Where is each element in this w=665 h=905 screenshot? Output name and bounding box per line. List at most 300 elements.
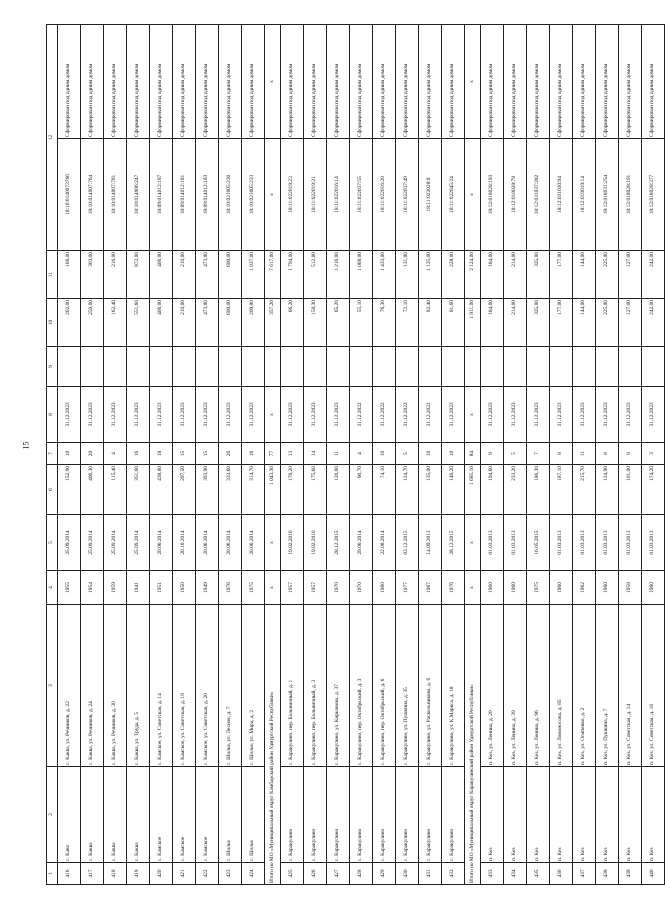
table-cell: 18: [150, 443, 173, 465]
table-cell: 18:11:022019:21: [304, 139, 327, 251]
table-cell: 31.12.2023: [596, 387, 619, 443]
table-cell: 9: [619, 443, 642, 465]
table-cell: [596, 347, 619, 387]
table-cell: 1 037,00: [242, 251, 265, 299]
table-cell: 420: [150, 863, 173, 885]
table-cell: 1960: [373, 571, 396, 605]
table-cell: 01.03.2013: [642, 515, 665, 571]
table-cell: 152,90: [58, 465, 81, 515]
table-cell: Сформирован под одним домом: [642, 24, 665, 138]
table-cell: 422: [196, 863, 219, 885]
table-cell: 417: [81, 863, 104, 885]
table-cell: 187,10: [550, 465, 573, 515]
table-cell: 26: [219, 443, 242, 465]
table-cell: с. Камское: [150, 767, 173, 863]
table-cell: 214,00: [504, 299, 527, 347]
table-cell: 1949: [196, 571, 219, 605]
table-cell: 4: [350, 443, 373, 465]
table-cell: 428: [350, 863, 373, 885]
table-cell: 259,00: [81, 299, 104, 347]
table-cell: с. Шолья: [242, 767, 265, 863]
table-cell: 1 794,00: [281, 251, 304, 299]
table-cell: [481, 347, 504, 387]
table-cell: 19.02.2010: [304, 515, 327, 571]
table-cell: 31.12.2023: [327, 387, 350, 443]
table-cell: 186,30: [527, 465, 550, 515]
table-cell: 215,70: [573, 465, 596, 515]
table-cell: Сформирован под одним домом: [327, 24, 350, 138]
table-cell: 31.12.2023: [573, 387, 596, 443]
table-cell: [442, 347, 465, 387]
table-cell: [642, 347, 665, 387]
table-cell: с. Каква, ул. Речников, д. 24: [81, 605, 104, 767]
table-cell: 20.06.2014: [219, 515, 242, 571]
table-cell: 184,00: [481, 251, 504, 299]
table-row: [573, 24, 596, 884]
table-cell: п. Кез: [550, 767, 573, 863]
table-cell: Сформирован под одним домом: [304, 24, 327, 138]
table-row: [58, 24, 81, 884]
subtotal-cell: [265, 347, 281, 387]
table-cell: 01.03.2013: [504, 515, 527, 571]
table-cell: 20.10.2014: [173, 515, 196, 571]
table-row: [419, 24, 442, 884]
table-cell: 1 216,00: [327, 251, 350, 299]
col-header: 1: [47, 863, 58, 885]
table-cell: 65,20: [327, 299, 350, 347]
table-cell: с. Каква: [104, 767, 127, 863]
table-cell: с. Каракулино, пер. Октябрьский, д. 6: [373, 605, 396, 767]
table-cell: 20.06.2014: [196, 515, 219, 571]
table-cell: 31.12.2023: [173, 387, 196, 443]
table-cell: 314,70: [242, 465, 265, 515]
table-cell: Сформирован под одним домом: [419, 24, 442, 138]
table-cell: 31.12.2023: [219, 387, 242, 443]
table-cell: 1 433,00: [373, 251, 396, 299]
table-cell: 1958: [619, 571, 642, 605]
table-cell: 14.09.2013: [419, 515, 442, 571]
table-cell: 18:11:022028:9: [419, 139, 442, 251]
table-cell: 600,00: [219, 251, 242, 299]
table-cell: 431: [419, 863, 442, 885]
table-cell: с. Кава: [58, 767, 81, 863]
table-cell: 393,90: [196, 465, 219, 515]
subtotal-cell: 2 124,00: [465, 251, 481, 299]
table-cell: 9: [481, 443, 504, 465]
table-cell: 18:11:022045:24: [442, 139, 465, 251]
table-cell: 31.12.2023: [242, 387, 265, 443]
table-cell: [350, 347, 373, 387]
table-cell: 1951: [150, 571, 173, 605]
table-cell: 210,00: [173, 251, 196, 299]
table-cell: с. Каракулино: [327, 767, 350, 863]
table-cell: 03.12.2015: [396, 515, 419, 571]
table-cell: 430: [396, 863, 419, 885]
subtotal-cell: Итого по МО «Муниципальный округ Каракулинский район Удмуртской Республики»: [465, 605, 481, 885]
table-cell: п. Кез, ул. Осипенко, д. 2: [573, 605, 596, 767]
table-cell: 473,00: [196, 251, 219, 299]
col-header: 9: [47, 347, 58, 387]
table-cell: 225,00: [596, 299, 619, 347]
table-cell: 20: [81, 443, 104, 465]
table-cell: 419: [127, 863, 150, 885]
table-cell: п. Кез: [504, 767, 527, 863]
table-cell: 1962: [573, 571, 596, 605]
table-cell: п. Кез, ул. Советская, д. 14: [619, 605, 642, 767]
subtotal-cell: х: [265, 515, 281, 571]
table-cell: 7: [527, 443, 550, 465]
table-cell: с. Камское: [173, 767, 196, 863]
table-cell: 72,10: [396, 299, 419, 347]
subtotal-cell: х: [265, 139, 281, 251]
table-cell: 406,00: [150, 299, 173, 347]
table-cell: 242,00: [642, 299, 665, 347]
table-cell: с. Каракулино, ул. Раскольникова, д. 6: [419, 605, 442, 767]
subtotal-cell: х: [265, 571, 281, 605]
table-cell: 20.06.2014: [150, 515, 173, 571]
table-cell: [373, 347, 396, 387]
table-cell: 242,00: [642, 251, 665, 299]
table-cell: п. Кез, ул. Ленина, д. 39: [504, 605, 527, 767]
table-cell: 115,40: [104, 465, 127, 515]
table-cell: 31.12.2023: [619, 387, 642, 443]
table-cell: 120,00: [327, 465, 350, 515]
col-header: 5: [47, 515, 58, 571]
table-cell: 18:12:031037:282: [527, 139, 550, 251]
table-cell: с. Каракулино, ул. Пушкина, д. 35: [396, 605, 419, 767]
table-cell: 10: [58, 443, 81, 465]
table-cell: Сформирован под одним домом: [81, 24, 104, 138]
table-cell: 18:12:031030:94: [550, 139, 573, 251]
table-cell: 131,00: [396, 251, 419, 299]
table-cell: Сформирован под одним домом: [58, 24, 81, 138]
table-cell: 31.12.2023: [58, 387, 81, 443]
subtotal-cell: 1 685,10: [465, 465, 481, 515]
table-cell: с. Каква, ул. Речников, д. 30: [104, 605, 127, 767]
col-header: 8: [47, 387, 58, 443]
table-cell: 31.12.2023: [104, 387, 127, 443]
table-cell: 31.12.2022: [419, 387, 442, 443]
table-row: [281, 24, 304, 884]
subtotal-cell: х: [265, 24, 281, 138]
table-cell: с. Каракулино, пер. Больничный, д. 3: [304, 605, 327, 767]
table-cell: 1970: [327, 571, 350, 605]
table-cell: 5: [396, 443, 419, 465]
table-cell: 16.05.2015: [527, 515, 550, 571]
table-cell: п. Кез, ул. Ленина, д. 96: [527, 605, 550, 767]
table-cell: 1975: [242, 571, 265, 605]
table-cell: 18:12:018028:193: [481, 139, 504, 251]
table-cell: 1957: [304, 571, 327, 605]
table-cell: 1 135,00: [419, 251, 442, 299]
table-cell: с. Каракулино: [419, 767, 442, 863]
table-cell: [304, 347, 327, 387]
table-cell: Сформирован под одним домом: [104, 24, 127, 138]
table-cell: с. Камское, ул. Советская, д. 20: [196, 605, 219, 767]
table-cell: 1960: [642, 571, 665, 605]
table-cell: 15: [196, 443, 219, 465]
table-row: [504, 24, 527, 884]
table-cell: 16: [127, 443, 150, 465]
table-cell: Сформирован под одним домом: [481, 24, 504, 138]
table-cell: 177,00: [550, 299, 573, 347]
table-cell: 18:11:022016:14: [327, 139, 350, 251]
table-cell: с. Камское: [196, 767, 219, 863]
subtotal-cell: х: [465, 571, 481, 605]
housing-register-table: [46, 24, 665, 885]
table-cell: 1960: [504, 571, 527, 605]
table-cell: 18:10:021005:233: [242, 139, 265, 251]
table-cell: [527, 347, 550, 387]
table-cell: с. Каква, ул. Труда, д. 5: [127, 605, 150, 767]
table-cell: 426: [304, 863, 327, 885]
table-cell: с. Каракулино: [396, 767, 419, 863]
table-cell: 01.03.2013: [481, 515, 504, 571]
table-cell: 175,60: [304, 465, 327, 515]
table-cell: 325,00: [527, 299, 550, 347]
table-cell: Сформирован под одним домом: [196, 24, 219, 138]
table-cell: Сформирован под одним домом: [442, 24, 465, 138]
table-cell: 31.12.2023: [150, 387, 173, 443]
table-cell: 177,00: [550, 251, 573, 299]
table-cell: 22.08.2014: [373, 515, 396, 571]
table-row: [327, 24, 350, 884]
table-cell: 333,60: [219, 465, 242, 515]
col-header: 12: [47, 24, 58, 250]
table-row: [442, 24, 465, 884]
table-cell: 202,00: [58, 299, 81, 347]
table-row: [150, 24, 173, 884]
table-cell: 1941: [127, 571, 150, 605]
table-cell: 18:11:022019:23: [281, 139, 304, 251]
table-cell: с. Каракулино: [350, 767, 373, 863]
table-cell: 184,00: [481, 299, 504, 347]
table-cell: п. Кез, ул. Ломоносова, д. 85: [550, 605, 573, 767]
table-cell: с. Каракулино, ул. Кирьянова, д. 37: [327, 605, 350, 767]
table-cell: 01.03.2013: [596, 515, 619, 571]
table-cell: 214,00: [504, 251, 527, 299]
table-cell: с. Шолья, ул. Мира, д. 2: [242, 605, 265, 767]
page-number: 15: [21, 441, 31, 450]
table-cell: 25.09.2014: [104, 515, 127, 571]
col-header: 6: [47, 465, 58, 515]
table-cell: п. Кез: [619, 767, 642, 863]
table-cell: 28.12.2015: [327, 515, 350, 571]
subtotal-cell: х: [465, 24, 481, 138]
table-cell: 16: [242, 443, 265, 465]
table-cell: Сформирован под одним домом: [573, 24, 596, 138]
table-cell: [281, 347, 304, 387]
table-cell: 18:11:022037:55: [350, 139, 373, 251]
subtotal-row: [265, 24, 281, 884]
subtotal-cell: 77: [265, 443, 281, 465]
table-cell: Сформирован под одним домом: [173, 24, 196, 138]
table-cell: 176,20: [281, 465, 304, 515]
table-cell: Сформирован под одним домом: [550, 24, 573, 138]
table-row: [373, 24, 396, 884]
table-cell: Сформирован под одним домом: [127, 24, 150, 138]
table-cell: с. Каква: [81, 767, 104, 863]
table-cell: Сформирован под одним домом: [596, 24, 619, 138]
table-cell: 01.03.2013: [573, 515, 596, 571]
table-cell: 432: [442, 863, 465, 885]
table-cell: 10: [442, 443, 465, 465]
table-cell: 194,60: [481, 465, 504, 515]
col-header: 3: [47, 605, 58, 767]
table-cell: [504, 347, 527, 387]
table-cell: 18:12:018028:377: [642, 139, 665, 251]
table-cell: 10: [373, 443, 396, 465]
table-row: [242, 24, 265, 884]
table-cell: 1967: [419, 571, 442, 605]
subtotal-row: [465, 24, 481, 884]
table-cell: 3: [642, 443, 665, 465]
subtotal-cell: х: [465, 515, 481, 571]
table-row: [127, 24, 150, 884]
table-cell: п. Кез: [481, 767, 504, 863]
table-cell: 225,00: [596, 251, 619, 299]
table-cell: с. Шолья: [219, 767, 242, 863]
table-cell: [419, 347, 442, 387]
table-cell: 31.12.2022: [373, 387, 396, 443]
table-row: [350, 24, 373, 884]
table-cell: Сформирован под одним домом: [150, 24, 173, 138]
table-cell: 406,00: [150, 251, 173, 299]
table-cell: 127,00: [619, 299, 642, 347]
table-cell: 90,70: [350, 465, 373, 515]
table-cell: 438: [596, 863, 619, 885]
table-cell: с. Каква: [127, 767, 150, 863]
table-cell: 5: [504, 443, 527, 465]
subtotal-cell: х: [465, 387, 481, 443]
table-cell: 600,00: [219, 299, 242, 347]
table-cell: 438,80: [150, 465, 173, 515]
table-cell: 424: [242, 863, 265, 885]
table-cell: с. Каракулино: [304, 767, 327, 863]
col-header: 2: [47, 767, 58, 863]
table-cell: п. Кез: [596, 767, 619, 863]
subtotal-cell: х: [265, 387, 281, 443]
table-cell: 124,70: [396, 465, 419, 515]
subtotal-cell: 1 043,30: [265, 465, 281, 515]
table-cell: 31.12.2023: [196, 387, 219, 443]
table-cell: с. Каракулино: [373, 767, 396, 863]
table-cell: [327, 347, 350, 387]
column-number-row: [47, 24, 58, 884]
table-cell: Сформирован под одним домом: [396, 24, 419, 138]
table-cell: п. Кез: [642, 767, 665, 863]
table-cell: [81, 347, 104, 387]
rotated-table-container: [46, 25, 656, 885]
col-header: 7: [47, 443, 58, 465]
table-cell: 351,60: [127, 465, 150, 515]
table-cell: 18:09:014012:183: [196, 139, 219, 251]
table-cell: Сформирован под одним домом: [242, 24, 265, 138]
table-cell: 1970: [350, 571, 373, 605]
table-cell: 29.06.2014: [350, 515, 373, 571]
subtotal-cell: 84: [465, 443, 481, 465]
table-cell: п. Кез, ул. Советская, д. 16: [642, 605, 665, 767]
table-cell: 233,20: [504, 465, 527, 515]
table-cell: 18:11:022016:20: [373, 139, 396, 251]
table-cell: [242, 347, 265, 387]
table-cell: Сформирован под одним домом: [219, 24, 242, 138]
table-cell: 135,00: [419, 465, 442, 515]
table-cell: 31.12.2022: [350, 387, 373, 443]
table-row: [219, 24, 242, 884]
table-cell: 1954: [81, 571, 104, 605]
table-cell: 174,20: [642, 465, 665, 515]
table-cell: 18:10:014006:247: [127, 139, 150, 251]
table-cell: 158,30: [304, 299, 327, 347]
subtotal-cell: 357,20: [265, 299, 281, 347]
table-cell: 31.12.2023: [481, 387, 504, 443]
table-row: [396, 24, 419, 884]
table-cell: 28.12.2015: [442, 515, 465, 571]
table-cell: 31.12.2023: [642, 387, 665, 443]
table-cell: 124,90: [596, 465, 619, 515]
table-cell: [550, 347, 573, 387]
table-cell: 76,30: [373, 299, 396, 347]
table-cell: 4: [104, 443, 127, 465]
table-row: [104, 24, 127, 884]
table-cell: 439: [619, 863, 642, 885]
table-cell: п. Кез: [573, 767, 596, 863]
table-cell: 1 068,00: [350, 251, 373, 299]
table-row: [196, 24, 219, 884]
table-cell: 473,00: [196, 299, 219, 347]
table-row: [596, 24, 619, 884]
table-cell: с. Каракулино: [442, 767, 465, 863]
table-cell: [58, 347, 81, 387]
table-cell: 440: [642, 863, 665, 885]
table-row: [304, 24, 327, 884]
table-cell: п. Кез, ул. Пушкина, д. 7: [596, 605, 619, 767]
table-cell: 144,00: [573, 299, 596, 347]
table-cell: 146,20: [442, 465, 465, 515]
table-cell: 15: [173, 443, 196, 465]
table-cell: [104, 347, 127, 387]
subtotal-cell: Итого по МО «Муниципальный округ Камбарский район Удмуртской Республики»: [265, 605, 281, 885]
table-cell: 1976: [442, 571, 465, 605]
table-cell: [573, 347, 596, 387]
table-cell: [173, 347, 196, 387]
table-cell: [396, 347, 419, 387]
table-cell: 162,40: [104, 299, 127, 347]
subtotal-cell: [465, 347, 481, 387]
table-cell: 1957: [281, 571, 304, 605]
table-cell: с. Каракулино, пер. Больничный, д. 1: [281, 605, 304, 767]
table-cell: 55,10: [350, 299, 373, 347]
table-cell: 14: [304, 443, 327, 465]
table-cell: Сформирован под одним домом: [373, 24, 396, 138]
table-cell: 31.12.2022: [396, 387, 419, 443]
table-cell: с. Шолья, ул. Лесная, д. 7: [219, 605, 242, 767]
col-header: 4: [47, 571, 58, 605]
table-cell: п. Кез: [527, 767, 550, 863]
table-row: [550, 24, 573, 884]
table-cell: 1960: [481, 571, 504, 605]
table-cell: с. Камское, ул. Советская, д. 19: [173, 605, 196, 767]
table-cell: 1977: [396, 571, 419, 605]
table-row: [619, 24, 642, 884]
table-cell: 25.09.2014: [81, 515, 104, 571]
table-cell: 416: [58, 863, 81, 885]
table-cell: 433: [481, 863, 504, 885]
table-cell: 216,00: [104, 251, 127, 299]
table-cell: 127,00: [619, 251, 642, 299]
table-cell: [619, 347, 642, 387]
